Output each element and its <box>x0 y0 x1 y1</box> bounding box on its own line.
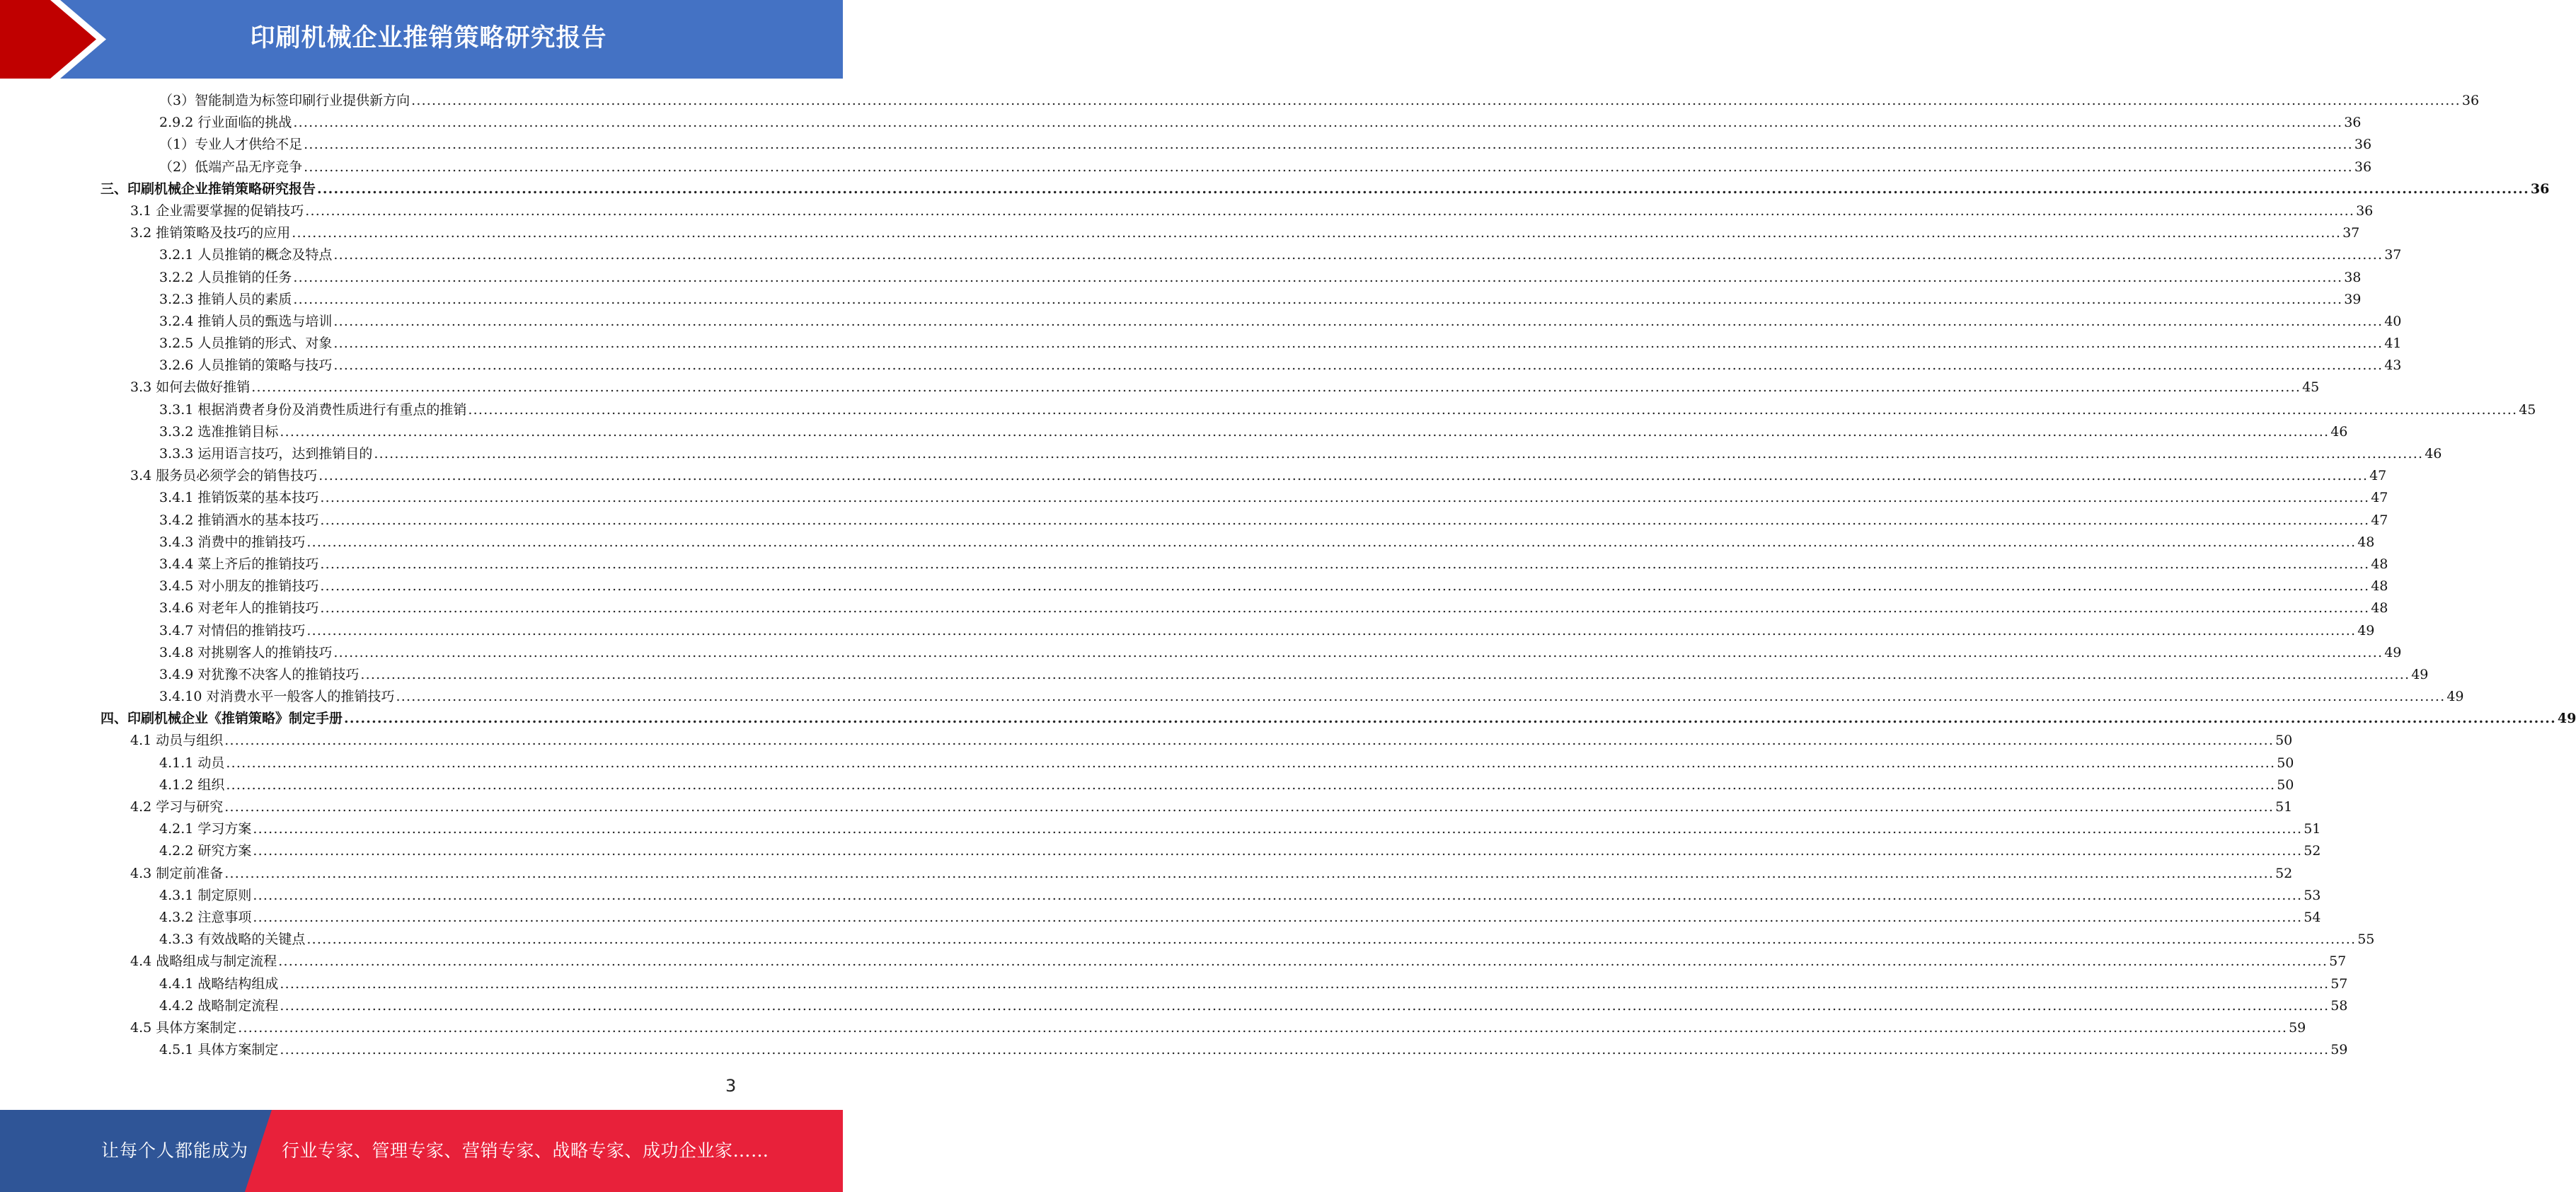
toc-leader-dots: ................................................................................................................................................................................................................................................................................................................................................................................................................ <box>320 600 2370 617</box>
toc-leader-dots: ................................................................................................................................................................................................................................................................................................................................................................................................................ <box>280 423 2330 440</box>
toc-leader-dots: ................................................................................................................................................................................................................................................................................................................................................................................................................ <box>253 843 2303 859</box>
toc-leader-dots: ................................................................................................................................................................................................................................................................................................................................................................................................................ <box>293 291 2343 307</box>
toc-entry-label: 4.2 学习与研究 <box>130 799 224 815</box>
toc-entry[interactable] <box>0 840 2321 862</box>
toc-leader-dots: ................................................................................................................................................................................................................................................................................................................................................................................................................ <box>317 180 2529 197</box>
toc-entry[interactable] <box>0 774 2294 796</box>
toc-entry-page: 36 <box>2461 93 2480 108</box>
toc-entry-page: 47 <box>2371 512 2388 528</box>
toc-entry-page: 53 <box>2304 887 2321 903</box>
toc-entry-label: 3.4.6 对老年人的推销技巧 <box>159 600 319 617</box>
toc-entry-label: 4.3.1 制定原则 <box>159 887 252 903</box>
toc-entry[interactable] <box>0 333 2402 355</box>
toc-entry[interactable] <box>0 620 2375 642</box>
toc-entry-page: 36 <box>2356 202 2374 219</box>
toc-entry-page: 50 <box>2277 776 2294 793</box>
toc-leader-dots: ................................................................................................................................................................................................................................................................................................................................................................................................................ <box>293 115 2343 131</box>
toc-entry-page: 50 <box>2275 733 2293 749</box>
toc-entry[interactable] <box>0 907 2321 929</box>
toc-leader-dots: ................................................................................................................................................................................................................................................................................................................................................................................................................ <box>280 975 2330 992</box>
toc-entry-page: 37 <box>2342 225 2360 241</box>
footer-slogan-left: 让每个人都能成为 <box>101 1140 249 1161</box>
toc-entry[interactable] <box>0 532 2375 554</box>
toc-entry-label: 3.2.4 推销人员的甄选与培训 <box>159 313 333 329</box>
toc-entry-page: 45 <box>2519 401 2536 418</box>
toc-entry-label: 4.5 具体方案制定 <box>130 1019 237 1036</box>
toc-entry-page: 40 <box>2384 313 2402 329</box>
toc-entry-page: 48 <box>2371 556 2388 572</box>
toc-leader-dots: ................................................................................................................................................................................................................................................................................................................................................................................................................ <box>305 202 2355 219</box>
toc-entry[interactable] <box>0 487 2388 509</box>
toc-leader-dots: ................................................................................................................................................................................................................................................................................................................................................................................................................ <box>304 159 2353 175</box>
toc-leader-dots: ................................................................................................................................................................................................................................................................................................................................................................................................................ <box>333 357 2384 374</box>
toc-entry[interactable] <box>0 554 2388 575</box>
toc-entry-page: 48 <box>2371 600 2388 617</box>
toc-entry[interactable] <box>0 642 2402 664</box>
toc-leader-dots: ................................................................................................................................................................................................................................................................................................................................................................................................................ <box>226 755 2276 771</box>
toc-entry-page: 36 <box>2344 115 2362 131</box>
toc-entry[interactable] <box>0 510 2388 532</box>
toc-entry-page: 46 <box>2330 423 2348 440</box>
toc-entry-label: 4.2.2 研究方案 <box>159 843 252 859</box>
page-footer <box>0 1110 843 1192</box>
toc-leader-dots: ................................................................................................................................................................................................................................................................................................................................................................................................................ <box>320 556 2370 572</box>
toc-entry-label: 3.4.1 推销饭菜的基本技巧 <box>159 490 319 506</box>
toc-entry-label: 4.4.1 战略结构组成 <box>159 975 279 992</box>
toc-entry-label: 3.4.5 对小朋友的推销技巧 <box>159 578 319 595</box>
toc-entry[interactable] <box>0 973 2348 995</box>
toc-entry-label: 3.3.3 运用语言技巧，达到推销目的 <box>159 446 373 462</box>
toc-entry[interactable] <box>0 156 2372 178</box>
toc-entry-label: 3.3.2 选准推销目标 <box>159 423 279 440</box>
toc-entry[interactable] <box>0 178 2550 200</box>
toc-entry-label: 2.9.2 行业面临的挑战 <box>159 115 292 131</box>
toc-entry-label: 3.4.8 对挑剔客人的推销技巧 <box>159 644 333 660</box>
toc-leader-dots: ................................................................................................................................................................................................................................................................................................................................................................................................................ <box>253 821 2303 837</box>
toc-entry-page: 51 <box>2275 799 2293 815</box>
toc-entry-label: 4.3 制定前准备 <box>130 865 224 881</box>
toc-entry-label: 3.4.7 对情侣的推销技巧 <box>159 622 306 638</box>
toc-entry-label: 4.3.3 有效战略的关键点 <box>159 932 306 948</box>
toc-entry-page: 58 <box>2330 997 2348 1014</box>
toc-entry-page: 55 <box>2357 932 2375 948</box>
page-header <box>0 0 843 79</box>
toc-entry-label: 4.1 动员与组织 <box>130 733 224 749</box>
toc-entry-page: 50 <box>2277 755 2294 771</box>
toc-leader-dots: ................................................................................................................................................................................................................................................................................................................................................................................................................ <box>251 379 2301 396</box>
toc-entry-label: 3.3 如何去做好推销 <box>130 379 251 396</box>
toc-entry-label: 3.1 企业需要掌握的促销技巧 <box>130 202 304 219</box>
toc-entry-label: 3.4.4 菜上齐后的推销技巧 <box>159 556 319 572</box>
toc-entry[interactable] <box>0 377 2320 399</box>
toc-entry-label: 3.2 推销策略及技巧的应用 <box>130 225 291 241</box>
toc-entry-page: 43 <box>2384 357 2402 374</box>
toc-entry[interactable] <box>0 222 2360 244</box>
toc-leader-dots: ................................................................................................................................................................................................................................................................................................................................................................................................................ <box>333 336 2384 352</box>
toc-leader-dots: ................................................................................................................................................................................................................................................................................................................................................................................................................ <box>253 887 2303 903</box>
toc-leader-dots: ................................................................................................................................................................................................................................................................................................................................................................................................................ <box>304 137 2353 153</box>
toc-entry-label: 3.2.1 人员推销的概念及特点 <box>159 247 333 263</box>
toc-entry-label: 3.2.2 人员推销的任务 <box>159 269 292 285</box>
toc-entry-page: 49 <box>2411 666 2429 682</box>
toc-leader-dots: ................................................................................................................................................................................................................................................................................................................................................................................................................ <box>224 865 2275 881</box>
toc-entry-page: 48 <box>2357 534 2375 550</box>
toc-entry[interactable] <box>0 421 2348 443</box>
toc-leader-dots: ................................................................................................................................................................................................................................................................................................................................................................................................................ <box>468 401 2518 418</box>
toc-entry[interactable] <box>0 1039 2348 1061</box>
toc-leader-dots: ................................................................................................................................................................................................................................................................................................................................................................................................................ <box>253 909 2303 925</box>
toc-entry-label: 3.4.10 对消费水平一般客人的推销技巧 <box>159 689 395 705</box>
toc-entry[interactable] <box>0 796 2293 818</box>
toc-entry[interactable] <box>0 597 2388 619</box>
toc-entry-page: 46 <box>2425 446 2442 462</box>
toc-entry-label: 3.4.2 推销酒水的基本技巧 <box>159 512 319 528</box>
toc-entry-label: 4.4.2 战略制定流程 <box>159 997 279 1014</box>
toc-leader-dots: ................................................................................................................................................................................................................................................................................................................................................................................................................ <box>411 93 2461 108</box>
toc-entry-page: 48 <box>2371 578 2388 595</box>
toc-entry-page: 52 <box>2275 865 2293 881</box>
toc-entry-label: 3.4.9 对犹豫不决客人的推销技巧 <box>159 666 360 682</box>
toc-entry-label: 3.4.3 消费中的推销技巧 <box>159 534 306 550</box>
toc-leader-dots: ................................................................................................................................................................................................................................................................................................................................................................................................................ <box>360 666 2410 682</box>
toc-entry[interactable] <box>0 929 2375 951</box>
toc-leader-dots: ................................................................................................................................................................................................................................................................................................................................................................................................................ <box>306 534 2357 550</box>
toc-leader-dots: ................................................................................................................................................................................................................................................................................................................................................................................................................ <box>333 313 2384 329</box>
toc-leader-dots: ................................................................................................................................................................................................................................................................................................................................................................................................................ <box>318 468 2369 484</box>
toc-entry-page: 38 <box>2344 269 2362 285</box>
toc-entry[interactable] <box>0 863 2293 885</box>
toc-entry-label: （2）低端产品无序竞争 <box>159 159 303 175</box>
toc-entry-page: 49 <box>2557 711 2576 727</box>
toc-entry-page: 47 <box>2371 490 2388 506</box>
toc-entry[interactable] <box>0 355 2402 377</box>
toc-entry[interactable] <box>0 267 2362 289</box>
toc-leader-dots: ................................................................................................................................................................................................................................................................................................................................................................................................................ <box>333 644 2384 660</box>
toc-entry[interactable] <box>0 885 2321 907</box>
toc-entry[interactable] <box>0 399 2536 421</box>
toc-leader-dots: ................................................................................................................................................................................................................................................................................................................................................................................................................ <box>224 799 2275 815</box>
toc-entry[interactable] <box>0 686 2464 708</box>
toc-leader-dots: ................................................................................................................................................................................................................................................................................................................................................................................................................ <box>344 711 2556 727</box>
toc-entry[interactable] <box>0 730 2293 752</box>
toc-entry[interactable] <box>0 289 2362 311</box>
toc-entry[interactable] <box>0 200 2374 222</box>
toc-leader-dots: ................................................................................................................................................................................................................................................................................................................................................................................................................ <box>226 776 2276 793</box>
toc-entry-page: 49 <box>2384 644 2402 660</box>
toc-leader-dots: ................................................................................................................................................................................................................................................................................................................................................................................................................ <box>333 247 2384 263</box>
toc-entry-label: 4.2.1 学习方案 <box>159 821 252 837</box>
toc-entry-label: 3.2.6 人员推销的策略与技巧 <box>159 357 333 374</box>
toc-entry-page: 45 <box>2302 379 2320 396</box>
toc-entry-label: （1）专业人才供给不足 <box>159 137 303 153</box>
page-number: 3 <box>725 1076 737 1096</box>
toc-entry-label: 3.4 服务员必须学会的销售技巧 <box>130 468 318 484</box>
toc-entry[interactable] <box>0 465 2387 487</box>
toc-leader-dots: ................................................................................................................................................................................................................................................................................................................................................................................................................ <box>224 733 2275 749</box>
toc-entry[interactable] <box>0 752 2294 774</box>
toc-entry-page: 51 <box>2304 821 2321 837</box>
toc-leader-dots: ................................................................................................................................................................................................................................................................................................................................................................................................................ <box>280 997 2330 1014</box>
toc-entry-page: 57 <box>2329 953 2347 970</box>
toc-entry[interactable] <box>0 575 2388 597</box>
toc-entry[interactable] <box>0 112 2362 134</box>
toc-entry-label: 4.5.1 具体方案制定 <box>159 1042 279 1058</box>
toc-entry-label: 4.1.2 组织 <box>159 776 225 793</box>
toc-entry-page: 57 <box>2330 975 2348 992</box>
toc-entry-page: 47 <box>2369 468 2387 484</box>
toc-entry[interactable] <box>0 244 2402 266</box>
toc-leader-dots: ................................................................................................................................................................................................................................................................................................................................................................................................................ <box>396 689 2446 705</box>
toc-entry-page: 52 <box>2304 843 2321 859</box>
toc-entry-label: 三、印刷机械企业推销策略研究报告 <box>100 180 316 197</box>
toc-entry-label: 四、印刷机械企业《推销策略》制定手册 <box>100 711 343 727</box>
toc-leader-dots: ................................................................................................................................................................................................................................................................................................................................................................................................................ <box>238 1019 2288 1036</box>
toc-entry-label: 3.2.5 人员推销的形式、对象 <box>159 336 333 352</box>
toc-entry-label: 4.3.2 注意事项 <box>159 909 252 925</box>
toc-entry[interactable] <box>0 1017 2306 1039</box>
toc-leader-dots: ................................................................................................................................................................................................................................................................................................................................................................................................................ <box>280 1042 2330 1058</box>
toc-entry[interactable] <box>0 664 2429 686</box>
footer-slogan-right: 行业专家、管理专家、营销专家、战略专家、成功企业家…… <box>282 1140 769 1161</box>
toc-leader-dots: ................................................................................................................................................................................................................................................................................................................................................................................................................ <box>278 953 2328 970</box>
toc-entry-page: 59 <box>2289 1019 2306 1036</box>
toc-leader-dots: ................................................................................................................................................................................................................................................................................................................................................................................................................ <box>320 578 2370 595</box>
toc-leader-dots: ................................................................................................................................................................................................................................................................................................................................................................................................................ <box>374 446 2424 462</box>
toc-entry-page: 36 <box>2530 180 2550 197</box>
toc-entry[interactable] <box>0 951 2347 973</box>
toc-entry[interactable] <box>0 708 2576 730</box>
toc-entry[interactable] <box>0 818 2321 840</box>
toc-entry-page: 36 <box>2354 137 2372 153</box>
toc-entry-page: 36 <box>2354 159 2372 175</box>
toc-entry-label: 3.3.1 根据消费者身份及消费性质进行有重点的推销 <box>159 401 467 418</box>
toc-entry-page: 37 <box>2384 247 2402 263</box>
toc-leader-dots: ................................................................................................................................................................................................................................................................................................................................................................................................................ <box>306 622 2357 638</box>
toc-entry-page: 59 <box>2330 1042 2348 1058</box>
toc-leader-dots: ................................................................................................................................................................................................................................................................................................................................................................................................................ <box>293 269 2343 285</box>
toc-entry[interactable] <box>0 443 2442 465</box>
toc-leader-dots: ................................................................................................................................................................................................................................................................................................................................................................................................................ <box>320 512 2370 528</box>
toc-entry-label: 4.1.1 动员 <box>159 755 225 771</box>
toc-entry-page: 54 <box>2304 909 2321 925</box>
toc-entry[interactable] <box>0 995 2348 1017</box>
toc-entry-label: （3）智能制造为标签印刷行业提供新方向 <box>159 93 410 108</box>
toc-entry-page: 39 <box>2344 291 2362 307</box>
table-of-contents <box>0 90 2576 1061</box>
toc-entry-label: 4.4 战略组成与制定流程 <box>130 953 277 970</box>
toc-entry[interactable] <box>0 134 2372 156</box>
toc-entry-label: 3.2.3 推销人员的素质 <box>159 291 292 307</box>
toc-entry-page: 41 <box>2384 336 2402 352</box>
toc-entry-page: 49 <box>2446 689 2464 705</box>
toc-leader-dots: ................................................................................................................................................................................................................................................................................................................................................................................................................ <box>292 225 2342 241</box>
toc-entry-page: 49 <box>2357 622 2375 638</box>
toc-entry[interactable] <box>0 311 2402 333</box>
header-title: 印刷机械企业推销策略研究报告 <box>250 24 607 52</box>
toc-leader-dots: ................................................................................................................................................................................................................................................................................................................................................................................................................ <box>320 490 2370 506</box>
toc-leader-dots: ................................................................................................................................................................................................................................................................................................................................................................................................................ <box>306 932 2357 948</box>
toc-entry[interactable] <box>0 90 2480 112</box>
